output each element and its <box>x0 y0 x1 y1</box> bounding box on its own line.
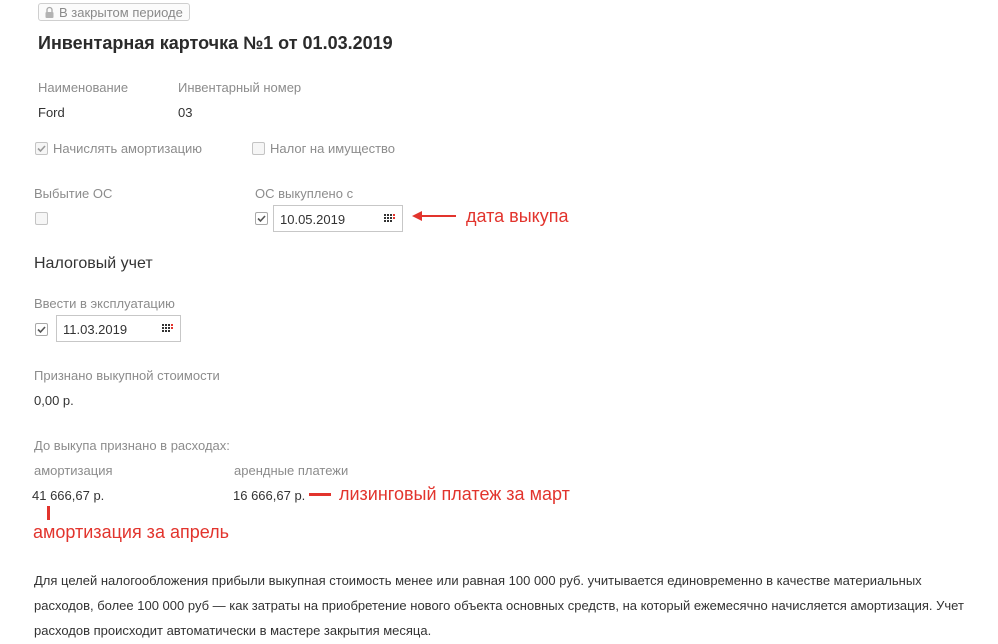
commission-date-input[interactable] <box>56 315 181 342</box>
buyout-date-value: 10.05.2019 <box>280 212 346 227</box>
commission-label: Ввести в эксплуатацию <box>34 296 175 311</box>
depreciation-label: Начислять амортизацию <box>53 141 203 156</box>
tax-section-title: Налоговый учет <box>34 255 153 272</box>
arrow-left-icon <box>412 209 458 223</box>
annotation-tick <box>47 506 50 520</box>
name-value: Ford <box>38 105 65 120</box>
depreciation-checkbox[interactable] <box>35 142 48 155</box>
property-tax-checkbox[interactable] <box>252 142 265 155</box>
annotation-lease-payment: лизинговый платеж за март <box>339 484 570 504</box>
amortization-value: 41 666,67 р. <box>32 488 105 503</box>
lock-icon <box>44 6 55 19</box>
expenses-label: До выкупа признано в расходах: <box>34 438 230 453</box>
closed-period-badge <box>38 3 190 21</box>
check-icon <box>256 213 267 224</box>
inventory-number-label: Инвентарный номер <box>178 80 302 95</box>
disposal-checkbox[interactable] <box>35 212 48 225</box>
page-title: Инвентарная карточка №1 от 01.03.2019 <box>38 33 393 53</box>
name-label: Наименование <box>38 80 129 95</box>
inventory-number-value: 03 <box>178 105 193 120</box>
disposal-label: Выбытие ОС <box>34 186 113 201</box>
check-icon <box>36 324 47 335</box>
annotation-dash <box>309 493 331 496</box>
buyout-label: ОС выкуплено с <box>255 186 354 201</box>
buyout-cost-value: 0,00 р. <box>34 393 74 408</box>
lease-label: арендные платежи <box>234 463 349 478</box>
buyout-checkbox[interactable] <box>255 212 268 225</box>
closed-period-text: В закрытом периоде <box>59 4 183 20</box>
property-tax-label: Налог на имущество <box>270 141 396 156</box>
calendar-icon[interactable] <box>384 214 395 223</box>
lease-value: 16 666,67 р. <box>233 488 306 503</box>
explanation-note: Для целей налогообложения прибыли выкупная стоимость менее или равная 100 000 руб. учитывается единовременно в качестве материальных расходов, более 100 000 руб — как затраты на приобретение нового объекта основных средств, на который ежемесячно начисляется амортизация. Учет расходов происходит автоматически в мастере закрытия месяца. <box>34 573 964 638</box>
buyout-cost-label: Признано выкупной стоимости <box>34 368 220 383</box>
check-icon <box>36 143 47 154</box>
annotation-buyout-date: дата выкупа <box>466 206 569 226</box>
annotation-amortization-april: амортизация за апрель <box>33 522 230 542</box>
commission-date-value: 11.03.2019 <box>63 322 128 337</box>
calendar-icon[interactable] <box>162 324 173 333</box>
buyout-date-input[interactable] <box>273 205 403 232</box>
amortization-label: амортизация <box>34 463 113 478</box>
commission-checkbox[interactable] <box>35 323 48 336</box>
